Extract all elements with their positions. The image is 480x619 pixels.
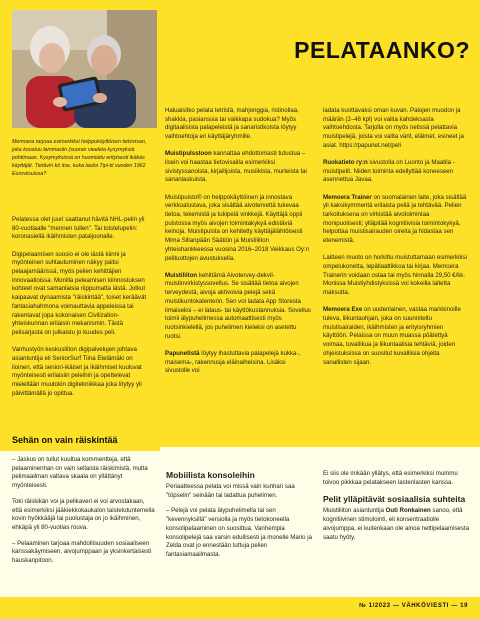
- lower-column-2: [166, 470, 312, 567]
- paragraph: Toki räiskikän voi ja pelikaveri ei voi arvostakaan, että esimerkiksi jääkiekkokaukalon taistelutuntemella kovin hyökkääjä tai puolustaja on jo ikäihminen, ehkäpä yli 80-vuotias rouva.: [12, 497, 155, 531]
- article-column-1: [12, 216, 152, 407]
- section-heading: Sehän on vain räiskintää: [12, 435, 118, 445]
- paragraph: Pelatessa olet juuri saattanut hävitä NHL-pelin yli 80-vuotiaalle "mennen tullen". Tai toistelupelin: koronasiellä ikäihmisten pataljoonalle.: [12, 216, 145, 241]
- subheading: Pelit ylläpitävät sosiaalisia suhteita: [323, 494, 466, 505]
- lead-term: Memoera Exe: [323, 306, 363, 314]
- page-footer: № 1/2023 — VÄHKÖVIESTI — 19: [359, 603, 468, 609]
- photo-illustration: [12, 10, 157, 128]
- paragraph-body: Muistiliiton asiantuntija: [323, 507, 386, 515]
- paragraph: [165, 150, 311, 185]
- lead-term: Muistipulsstoon: [165, 150, 212, 158]
- paragraph: ladata kuottavaksi oman kuvan. Palojen muodon ja määrän (2–48 kpl) voi valita kahdeksasta vaihtoehdosta. Tarjolla on myös netissä pelattavia muistipelejä, joista voi valita värit, eläimet, esineet ja asiat. https://papunet.net/peli: [323, 107, 464, 149]
- paragraph: Laitteen muoto on horkittu muistuttamaan esimerkiksi ompelukonetta, lepällaattikkoa tai kirjaa. Memoera Trainerin voidaan ostaa tai myös hinnalla 29,50 €/kk. Monissa Muistiyhdistyksissä voi kokeilla laitetta maksutta.: [323, 254, 467, 297]
- lower-column-3: [323, 470, 469, 549]
- article-column-2: [165, 107, 311, 384]
- paragraph: – Pelejä voi pelata älypuhelimella tai sen "kevennyksillä" versiolla ja myös tietokoneella konsolipelaaminen on suosittua. Vanhempia konsolipelejä saa varsin edullisesti ja monelle Mario ja Zelda ovat jo ennestään tuttuja pelien fantasiamaailmasta.: [166, 507, 312, 558]
- paragraph-body: kannattaa ehdottomasti tutustua – ilsein voi haastaa tietovisailla esimerkiksi sivistyssanoista, kirjailijoista, musiikista, murteista tai sananlaskuista.: [165, 150, 307, 184]
- paragraph: [323, 194, 469, 246]
- article-column-3: [323, 107, 469, 376]
- paragraph: [323, 159, 469, 185]
- paragraph-body: löytyy ihastuttavia palapelejä kukka-, maisema-, rakennusja eläinaiheisina. Lisäksi sivustolle voi: [165, 349, 301, 375]
- paragraph: – Jaskus on tullut kuultua kommentteja, että pelaaminenhan on vain sellaista räiskimistä, mutta pelimaailman valtava skaala on yllättänyt myönteisesti.: [12, 456, 148, 490]
- person-name: Outi Ronkainen: [385, 507, 431, 515]
- paragraph: [323, 507, 469, 542]
- article-title: PELATAANKO?: [294, 37, 470, 63]
- paragraph: Haluaisitko pelata tetristä, mahjonggia, ristinollaa, shakkia, pasianssia tai vaikkapa sudokua? Myös digitaalisista palapeleistä ja sanaristikoista löytyy vaihtoehtoja eri käyttäjäryhmille.: [165, 107, 299, 141]
- lead-term: Memoera Trainer: [323, 193, 372, 201]
- paragraph: Vanhustyön keskusliiton digipalvelujen johtava asiantuntija eli SeniorSurf Tiina Etelämäki on iloinen, että seniori-ikäiset ja ikäihmiset kuuluvat myönteisesti erilaisiin peleihin ja opettelevat mielellään muutokin digitekniikkaa joka löytyy yli päivittämällä jo opittua.: [12, 346, 142, 397]
- paragraph: [323, 306, 469, 367]
- paragraph-body: on uudenlainen, vastaa markkinoille tuleva, liikuntaohjain, joka on suunniteltu muistisairaiden, ikäihmisten ja erityisryhmien käyttöön. Pelaissa on muun muassa pöätettyä voimaa, tuvaliikua ja liikuntaalisia tehtäviä, joiden ohjeistuksissa on suositut kuvalliisia ohjeita sanallisten sijaan.: [323, 306, 461, 366]
- paragraph-body: on suomalainen laite, joka sisältää yli kaksikymmentä erilaista peliä ja tehtävää. Pelien tarkoituksena on virkistää aivotoimintaa monipuolisesti; ylläpitää kognitiivisia toimintokykyä, helpottaa muistisairauden oireita ja hidastaa sen etenemistä.: [323, 193, 467, 245]
- paragraph: [165, 350, 311, 376]
- photo-caption-text: Memoera tarjoaa esimerkiksi helppokäyttöisen tietovisan, joka koostuu lammasiin (suoran vieeleia kysymyksiä pohtimaan. Kysymyksissä on huomioitu erityisesti ikäkäs käyttäjät. Tietävin kö itse, kuka lauloi Tipi-tii vuoden 1962 Euroviisuissa?: [12, 139, 147, 177]
- paragraph: Periaatteessa pelata voi missä vain kunhan saa "töpselin" seinään tai ladattua puhelimen.: [166, 483, 295, 499]
- paragraph-body: sivustolla on Luonto ja Maatila -muistipelit. Niiden toiminta edellyttää koneeseen asennettua Javaa.: [323, 159, 455, 184]
- lower-column-1: [12, 456, 155, 573]
- section-heading-box: [0, 431, 160, 451]
- paragraph: Ei siis ole mikään yllätys, että esimerkiksi mummu toivoo pikkkaa pelatakseen lastenlasten kanssa.: [323, 470, 458, 486]
- paragraph: [165, 272, 311, 342]
- subheading: Mobiilista konsoleihin: [166, 470, 255, 480]
- lead-term: Muistiliiton: [165, 271, 198, 279]
- paragraph: Digipelaamisen suosio ei ole iästä kiinni ja myönteinen suhtautuminen näkyy paitsi pelaajamäärissä, myös pelien kehittäjien innovaatioissa. Monilla peleamisen kiinnostuksen kohteet ovat samanlaisia riippumatta iästä. Jotkut kaipaavat dynaamista "räiskintää", toiset keräävät fantasiahahmona voimauttavia appeleissa tai rakentavat jopa kokonaisen Civilization-yhteiskunnan erilaisin mekanismin. Tästä pelisarjasta on julkaistu jo kuudes peli.: [12, 250, 147, 336]
- paragraph-body: sanoo, että kognitiivinen stimulointi, eli konsentraatiolle aivojumppa, ei kuitenkaan ole ainoa nettipelaamisesta saatu hyöty.: [323, 507, 470, 541]
- paragraph: – Pelaaminen tarjoaa mahdollisuuden sosiaaliseen kanssakäymiseen, aivojumppaan ja yksinkertaisesti hauskanpitoon.: [12, 539, 152, 565]
- couple-playing-photo: [12, 10, 157, 128]
- photo-caption: [12, 138, 152, 210]
- paragraph: Muistipuisto® on helppokäyttöinen ja innostava verkkoalustava, joka sisältää aivotervettä tukevaa tietoa, tekemistä ja tukipelä vinkkejä. Käyttäjä oppii puistossa myös aivojen toimintakykyä edistäviä keinoja. Muistipuista on kehitetty käyttäjälähtöisesti Mima Sillanpään Säätiön ja Muistiliiton yhteishankkeessa vuosina 2016–2018 Veikkaus Oy:n pelituottojen avustuksella.: [165, 193, 309, 262]
- lead-term: Ruokatieto ry:n: [323, 159, 368, 167]
- lead-term: Papunetistä: [165, 349, 200, 357]
- paragraph-body: kehittämä Aivotervey-dekvil-muistinvirkistyssovellus. Se sisältää tietoa aivojen terveydestä, aivoja aktivoivia pelejä sekä muistikuntokalenterin. Sen voi ladata App Storesta ilmaiseksi – ei lataus- tai käyttökustannuksia. Sovellus toimii älypuhelimessa automaattisesti myös ruotsinkielellä, jos puhelimen kieleksi on asetettu ruotsi.: [165, 271, 311, 340]
